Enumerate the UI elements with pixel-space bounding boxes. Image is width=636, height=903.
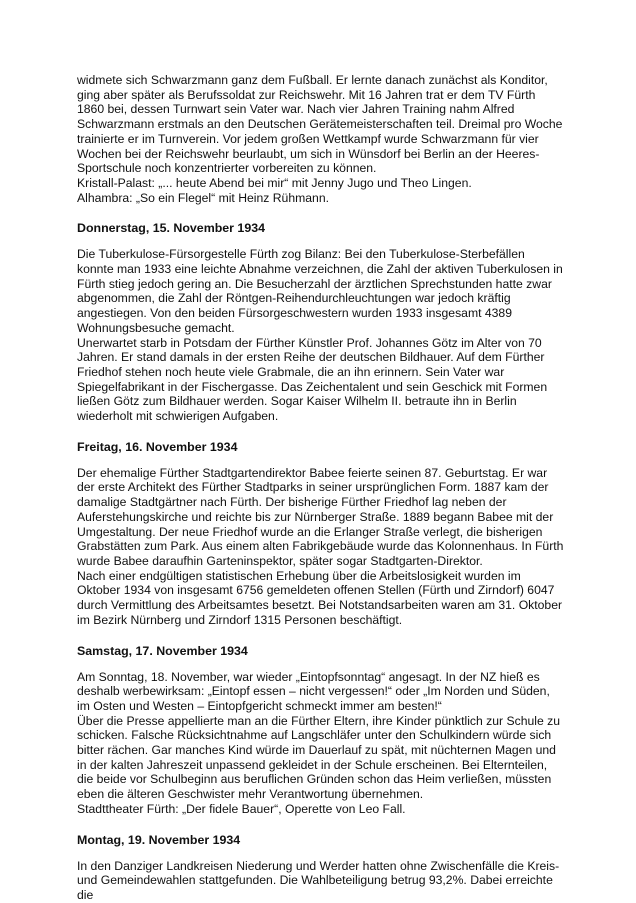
paragraph: Unerwartet starb in Potsdam der Fürther Künstler Prof. Johannes Götz im Alter von 70 Jahren. Er stand damals in der ersten Reihe der deutschen Bildhauer. Auf dem Fürther Friedhof stehen noch heute viele Grabmale, die an ihn erinnern. Sein Vater war Spiegelfabrikant in der Fischergasse. Das Zeichentalent und sein Geschick mit Formen ließen Götz zum Bildhauer werden. Sogar Kaiser Wilhelm II. betraute ihn in Berlin wiederholt mit schwierigen Aufgaben. [77,335,548,424]
paragraph: Über die Presse appellierte man an die Fürther Eltern, ihre Kinder pünktlich zur Schule zu schicken. Falsche Rücksichtnahme auf Langschläfer unter den Schulkindern würde sich bitter rächen. Gar manches Kind würde im Dauerlauf zu spät, mit nüchternen Magen und in der kalten Jahreszeit unpassend gekleidet in der Schule erscheinen. Bei Elternteilen, die beide vor Schulbeginn aus beruflichen Gründen schon das Heim verließen, müssten eben die älteren Geschwister mehr Verantwortung übernehmen. [77,713,561,802]
date-heading: Freitag, 16. November 1934 [77,439,238,454]
paragraph: Der ehemalige Fürther Stadtgartendirektor Babee feierte seinen 87. Geburtstag. Er war der erste Architekt des Fürther Stadtparks in seiner ursprünglichen Form. 1887 kam der damalige Stadtgärtner nach Fürth. Der bisherige Fürther Friedhof lag neben der Auferstehungskirche und reichte bis zur Nürnberger Straße. 1889 begann Babee mit der Umgestaltung. Der neue Friedhof wurde an die Erlanger Straße verlegt, die bisherigen Grabstätten zum Park. Aus einem alten Fabrikgebäude wurde das Kolonnenhaus. In Fürth wurde Babee daraufhin Garteninspektor, später sogar Stadtgarten-Direktor. [77,465,564,568]
entry-section [77,859,564,903]
paragraph: In den Danziger Landkreisen Niederung und Werder hatten ohne Zwischenfälle die Kreis- und Gemeindewahlen stattgefunden. Die Wahlbeteiligung betrug 93,2%. Dabei erreichte die [77,858,560,902]
entry-section [77,247,564,423]
entry-section [77,466,564,628]
paragraph: Alhambra: „So ein Flegel“ mit Heinz Rühmann. [77,190,329,205]
paragraph: Stadttheater Fürth: „Der fidele Bauer“, Operette von Leo Fall. [77,801,406,816]
paragraph: Kristall-Palast: „... heute Abend bei mir“ mit Jenny Jugo und Theo Lingen. [77,175,472,190]
intro-section [77,73,564,205]
date-heading: Donnerstag, 15. November 1934 [77,221,266,236]
date-heading: Samstag, 17. November 1934 [77,643,248,658]
paragraph: Nach einer endgültigen statistischen Erhebung über die Arbeitslosigkeit wurden im Oktober 1934 von insgesamt 6756 gemeldeten offenen Stellen (Fürth und Zirndorf) 6047 durch Vermittlung des Arbeitsamtes besetzt. Bei Notstandsarbeiten waren am 31. Oktober im Bezirk Nürnberg und Zirndorf 1315 Personen beschäftigt. [77,568,563,627]
date-heading: Montag, 19. November 1934 [77,832,241,847]
paragraph: widmete sich Schwarzmann ganz dem Fußball. Er lernte danach zunächst als Konditor, ging aber später als Berufssoldat zur Reichswehr. Mit 16 Jahren trat er dem TV Fürth 1860 bei, dessen Turnwart sein Vater war. Nach vier Jahren Training nahm Alfred Schwarzmann erstmals an den Deutschen Gerätemeisterschaften teil. Dreimal pro Woche trainierte er im Turnverein. Vor jedem großen Wettkampf wurde Schwarzmann für vier Wochen bei der Reichswehr beurlaubt, um sich in Wünsdorf bei Berlin an der Heeres-Sportschule noch konzentrierter vorbereiten zu können. [77,73,563,176]
paragraph: Die Tuberkulose-Fürsorgestelle Fürth zog Bilanz: Bei den Tuberkulose-Sterbefällen konnte man 1933 eine leichte Abnahme verzeichnen, die Zahl der aktiven Tuberkulosen in Fürth stieg jedoch gering an. Die Besucherzahl der ärztlichen Sprechstunden hatte zwar abgenommen, die Zahl der Röntgen-Reihendurchleuchtungen war jedoch kräftig angestiegen. Von den beiden Fürsorgeschwestern wurden 1933 insgesamt 4389 Wohnungsbesuche gemacht. [77,247,563,335]
paragraph: Am Sonntag, 18. November, war wieder „Eintopfsonntag“ angesagt. In der NZ hieß es deshalb werbewirksam: „Eintopf essen – nicht vergessen!“ oder „Im Norden und Süden, im Osten und Westen – Eintopfgericht schmeckt immer am besten!“ [77,669,550,713]
entry-section [77,670,564,817]
